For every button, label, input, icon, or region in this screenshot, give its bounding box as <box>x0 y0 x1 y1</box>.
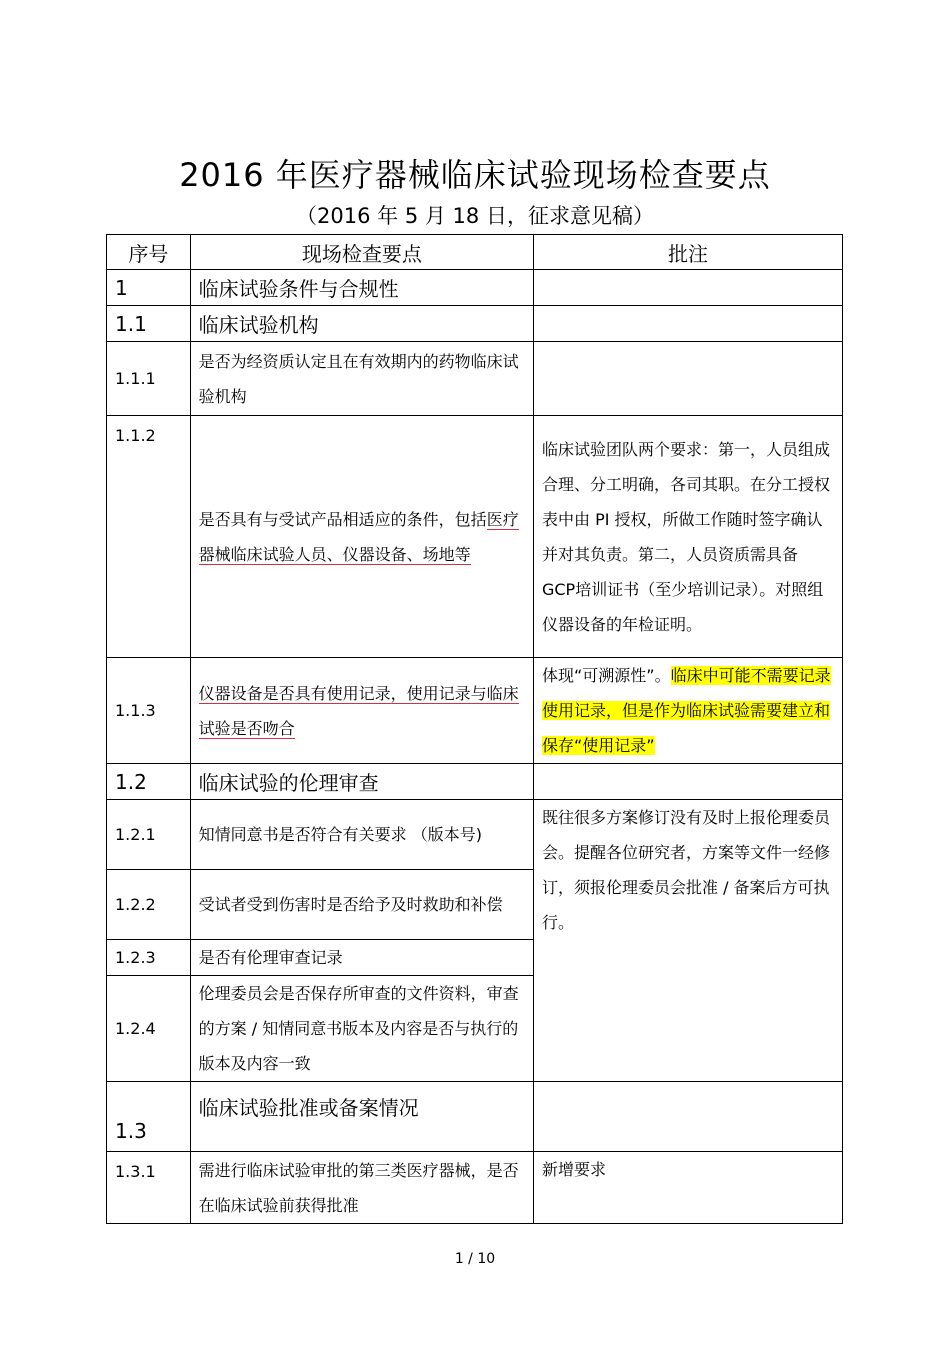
row-note: 新增要求 <box>533 1152 842 1224</box>
row-note: 既往很多方案修订没有及时上报伦理委员会。提醒各位研究者，方案等文件一经修订，须报伦理委员会批准 / 备案后方可执行。 <box>533 800 842 1082</box>
row-note <box>533 658 842 764</box>
table-row <box>107 1152 843 1224</box>
row-text: 临床试验条件与合规性 <box>190 270 533 306</box>
header-points: 现场检查要点 <box>190 235 533 270</box>
row-text: 临床试验的伦理审查 <box>190 764 533 800</box>
row-number: 1.1 <box>107 306 191 342</box>
row-note: 临床试验团队两个要求：第一，人员组成合理、分工明确，各司其职。在分工授权表中由 PI 授权，所做工作随时签字确认并对其负责。第二，人员资质需具备 GCP培训证书（至少培训记录）。对照组仪器设备的年检证明。 <box>533 416 842 658</box>
table-row <box>107 306 843 342</box>
highlighted-text: 临床中可能不需要记录使用记录，但是作为临床试验需要建立和保存“使用记录” <box>541 666 831 755</box>
header-number: 序号 <box>107 235 191 270</box>
row-number: 1.2.4 <box>107 976 191 1082</box>
row-text: 临床试验机构 <box>190 306 533 342</box>
table-row <box>107 658 843 764</box>
row-text <box>190 658 533 764</box>
underlined-text: 医疗器械临床试验人员、仪器设备、场地等 <box>198 509 519 564</box>
row-number: 1.1.2 <box>107 416 191 658</box>
row-note <box>533 306 842 342</box>
row-text-part: 是否具有与受试产品相适应的条件，包括 <box>198 509 487 529</box>
page-number: 1 / 10 <box>454 1251 496 1267</box>
table-row <box>107 270 843 306</box>
inspection-table <box>106 234 843 1224</box>
table-row <box>107 416 843 658</box>
table-header-row <box>107 235 843 270</box>
row-number: 1 <box>107 270 191 306</box>
row-text: 是否有伦理审查记录 <box>190 940 533 976</box>
row-text: 受试者受到伤害时是否给予及时救助和补偿 <box>190 870 533 940</box>
document-title: 2016 年医疗器械临床试验现场检查要点 <box>179 156 771 194</box>
row-note <box>533 1082 842 1152</box>
row-note-part: 体现“可溯源性”。 <box>541 666 671 685</box>
table-row <box>107 800 843 870</box>
row-text: 是否为经资质认定且在有效期内的药物临床试验机构 <box>190 342 533 416</box>
row-note <box>533 270 842 306</box>
row-note <box>533 764 842 800</box>
document-subtitle: （2016 年 5 月 18 日，征求意见稿） <box>296 204 654 228</box>
row-number: 1.2 <box>107 764 191 800</box>
row-note <box>533 342 842 416</box>
table-row <box>107 764 843 800</box>
row-number: 1.3 <box>107 1082 191 1152</box>
table-row <box>107 342 843 416</box>
row-text: 知情同意书是否符合有关要求 （版本号) <box>190 800 533 870</box>
underlined-text: 仪器设备是否具有使用记录，使用记录与临床试验是否吻合 <box>198 683 519 738</box>
row-text <box>190 416 533 658</box>
row-number: 1.1.3 <box>107 658 191 764</box>
row-number: 1.2.2 <box>107 870 191 940</box>
row-text: 伦理委员会是否保存所审查的文件资料，审查的方案 / 知情同意书版本及内容是否与执行的版本及内容一致 <box>190 976 533 1082</box>
row-number: 1.3.1 <box>107 1152 191 1224</box>
row-number: 1.1.1 <box>107 342 191 416</box>
row-number: 1.2.3 <box>107 940 191 976</box>
row-text: 需进行临床试验审批的第三类医疗器械，是否在临床试验前获得批准 <box>190 1152 533 1224</box>
table-row <box>107 1082 843 1152</box>
row-number: 1.2.1 <box>107 800 191 870</box>
row-text: 临床试验批准或备案情况 <box>190 1082 533 1152</box>
header-notes: 批注 <box>533 235 842 270</box>
